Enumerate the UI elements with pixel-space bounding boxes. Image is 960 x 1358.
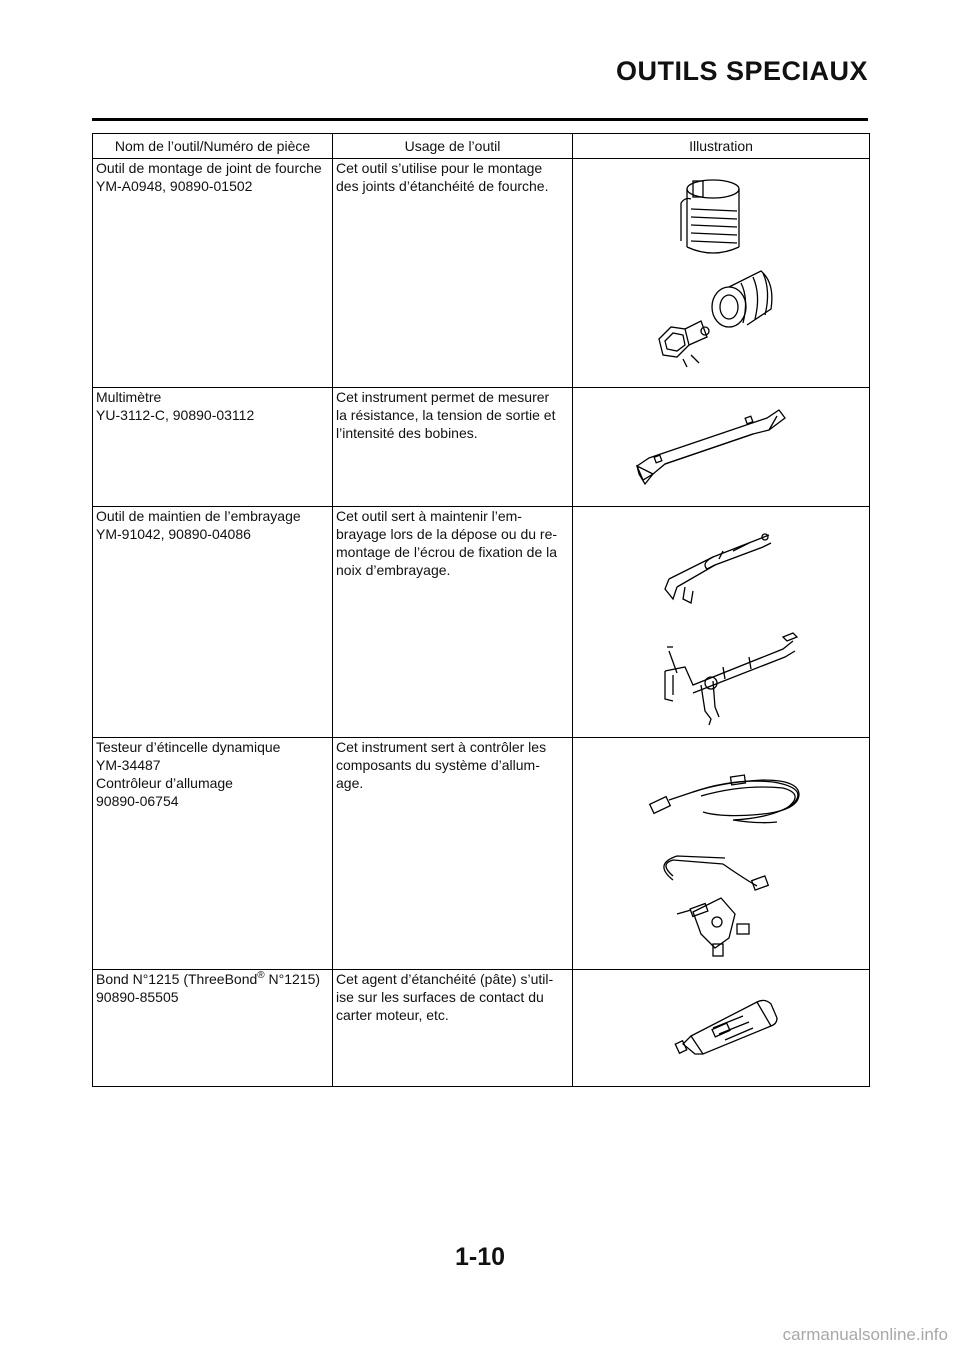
column-header-name: Nom de l’outil/Numéro de pièce: [93, 134, 333, 159]
tool-usage-cell: [333, 507, 573, 738]
table-header-row: [93, 134, 870, 159]
tool-usage-line: age.: [336, 775, 364, 791]
sealant-tube-illustration: [573, 970, 869, 1086]
table-row: [93, 738, 870, 970]
page-title: OUTILS SPECIAUX: [615, 56, 868, 86]
title-rule: [92, 118, 868, 121]
clutch-holder-illustration: [573, 507, 869, 737]
tool-usage-line: l’intensité des bobines.: [336, 425, 478, 441]
tool-name-cell: [93, 970, 333, 1087]
tool-usage-line: Cet outil sert à maintenir l’em-: [336, 508, 522, 524]
tool-name-cell: [93, 738, 333, 970]
tool-part-number: YU-3112-C, 90890-03112: [96, 407, 255, 423]
tool-illustration-cell: [573, 507, 870, 738]
tool-part-number: YM-34487: [96, 757, 161, 773]
column-header-illustration: Illustration: [573, 134, 870, 159]
tool-name: Outil de maintien de l’embrayage: [96, 508, 301, 524]
tool-usage-cell: [333, 388, 573, 507]
tool-name-cell: [93, 388, 333, 507]
tool-name-prefix: Bond N°1215 (ThreeBond: [96, 971, 258, 987]
table-row: [93, 970, 870, 1087]
tool-usage-line: brayage lors de la dépose ou du re-: [336, 526, 558, 542]
special-tools-table: [92, 133, 870, 1087]
tool-part-number: 90890-85505: [96, 989, 179, 1005]
tool-part-number: YM-A0948, 90890-01502: [96, 178, 253, 194]
tool-usage-line: composants du système d’allum-: [336, 757, 540, 773]
table-row: [93, 388, 870, 507]
tool-name: Testeur d’étincelle dynamique: [96, 739, 281, 755]
tool-illustration-cell: [573, 738, 870, 970]
tool-usage-line: Cet outil s’utilise pour le montage: [336, 160, 543, 176]
tool-name-cell: [93, 159, 333, 388]
page-number: 1-10: [454, 1243, 506, 1271]
tool-name-cell: [93, 507, 333, 738]
tool-usage-line: ise sur les surfaces de contact du: [336, 989, 544, 1005]
tool-usage-cell: [333, 970, 573, 1087]
spark-tester-illustration: [573, 738, 869, 969]
tool-usage-line: Cet instrument permet de mesurer: [336, 389, 550, 405]
tool-part-number: 90890-06754: [96, 793, 179, 809]
table-row: [93, 507, 870, 738]
tool-usage-line: carter moteur, etc.: [336, 1007, 449, 1023]
tool-name-suffix: N°1215): [264, 971, 321, 987]
fork-seal-driver-illustration: [573, 159, 869, 387]
tool-usage-line: la résistance, la tension de sortie et: [336, 407, 556, 423]
tool-usage-line: Cet instrument sert à contrôler les: [336, 739, 547, 755]
tool-name: [96, 970, 329, 988]
tool-usage-line: Cet agent d’étanchéité (pâte) s’util-: [336, 971, 554, 987]
watermark: carmanualsonline.info: [782, 1325, 948, 1344]
table-row: [93, 159, 870, 388]
tool-illustration-cell: [573, 970, 870, 1087]
tool-usage-cell: [333, 159, 573, 388]
tool-usage-cell: [333, 738, 573, 970]
registered-mark: ®: [257, 970, 265, 981]
spanner-illustration: [573, 388, 869, 506]
tool-name: Outil de montage de joint de fourche: [96, 160, 322, 176]
tool-part-number: YM-91042, 90890-04086: [96, 526, 251, 542]
tool-usage-line: des joints d’étanchéité de fourche.: [336, 178, 549, 194]
tool-usage-line: noix d’embrayage.: [336, 562, 451, 578]
tool-name: Multimètre: [96, 389, 162, 405]
tool-name: Contrôleur d’allumage: [96, 775, 233, 791]
tool-illustration-cell: [573, 388, 870, 507]
column-header-usage: Usage de l’outil: [333, 134, 573, 159]
tool-usage-line: montage de l’écrou de fixation de la: [336, 544, 558, 560]
tool-illustration-cell: [573, 159, 870, 388]
